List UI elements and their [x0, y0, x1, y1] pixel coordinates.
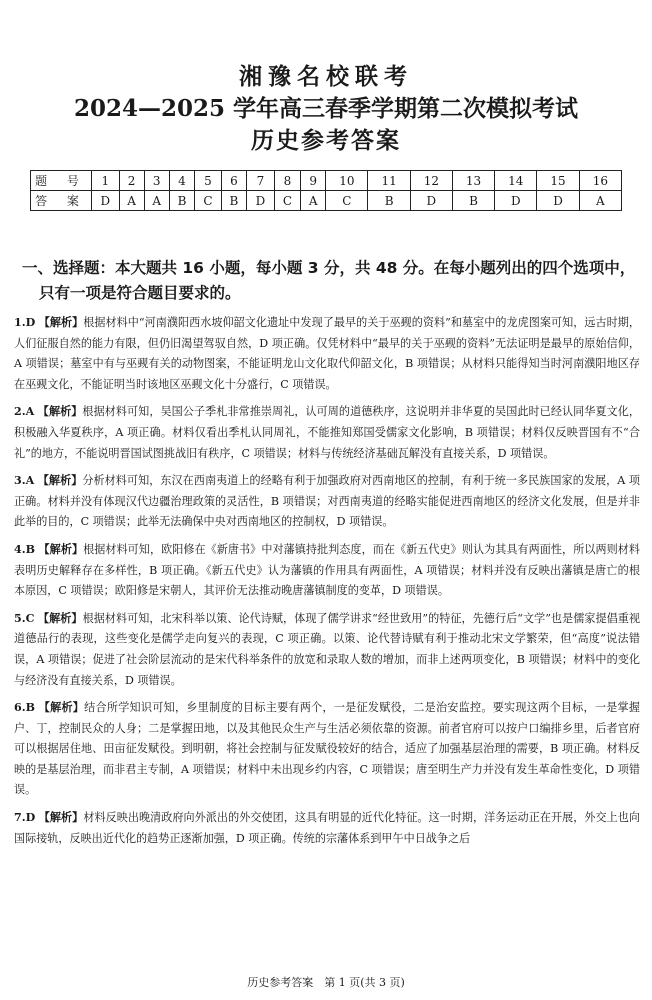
answer-row [31, 191, 622, 211]
explanation-item [14, 808, 640, 849]
question-answer-label: 2.A [14, 405, 35, 419]
analysis-tag: 【解析】 [38, 611, 83, 625]
question-number-cell: 4 [169, 171, 195, 191]
answer-cell: B [452, 191, 494, 211]
answer-cell: D [92, 191, 120, 211]
answer-cell: D [495, 191, 537, 211]
question-number-cell: 16 [579, 171, 621, 191]
answer-cell: A [144, 191, 169, 211]
question-number-cell: 6 [221, 171, 247, 191]
explanation-text: 结合所学知识可知，乡里制度的目标主要有两个，一是征发赋役，二是治安监控。要实现这两个目标，一是掌握户、丁，控制民众的人身；二是掌握田地，以及其他民众生产与生活必须依靠的资源。前者官府可以按户口编排乡里，后者官府可以根据居住地、田亩征发赋役。到明朝，将社会控制与征发赋役较好的结合，适应了加强基层治理的需要，B 项正确。材料反映的是基层治理，而非君主专制，A 项错误；材料中未出现乡约内容，C 项错误；唐至明生产力并没有发生革命性变化，D 项错误。 [14, 701, 640, 797]
explanation-item [14, 609, 640, 691]
analysis-tag: 【解析】 [37, 405, 83, 419]
explanation-item [14, 471, 640, 533]
answer-cell: A [579, 191, 621, 211]
explanation-text: 根据材料可知，欧阳修在《新唐书》中对藩镇持批判态度，而在《新五代史》则认为其具有两面性，所以两则材料表明历史解释存在多样性，B 项正确。《新五代史》认为藩镇的作用具有两面性，A 项错误；材料并没有反映出藩镇是唐亡的根本原因，C 项错误；欧阳修是宋朝人，其评价无法推动晚唐藩镇制度的变革，D 项错误。 [14, 542, 640, 598]
analysis-tag: 【解析】 [38, 542, 84, 556]
explanation-text: 材料反映出晚清政府向外派出的外交使团，这具有明显的近代化特征。这一时期，洋务运动正在开展，外交上也向国际接轨，反映出近代化的趋势正逐渐加强，D 项正确。传统的宗藩体系到甲午中日战争之后 [14, 811, 640, 845]
question-answer-label: 6.B [14, 701, 35, 715]
explanation-list [14, 313, 640, 856]
analysis-tag: 【解析】 [38, 316, 84, 329]
question-number-cell: 7 [247, 171, 275, 191]
question-number-cell: 10 [326, 171, 368, 191]
answer-cell: D [247, 191, 275, 211]
explanation-text: 分析材料可知，东汉在西南夷道上的经略有利于加强政府对西南地区的控制，有利于统一多民族国家的发展，A 项正确。材料并没有体现汉代边疆治理政策的灵活性，B 项错误；对西南夷道的经略实能促进西南地区的经济文化发展，但是并非此举的目的，C 项错误；此举无法确保中央对西南地区的控制权，D 项错误。 [14, 474, 640, 529]
exam-name-title: 2024—2025 学年高三春季学期第二次模拟考试 [73, 95, 579, 122]
question-number-cell: 13 [452, 171, 494, 191]
question-number-header: 题 号 [31, 171, 92, 191]
analysis-tag: 【解析】 [37, 474, 83, 488]
question-number-row [31, 171, 622, 191]
answer-cell: B [368, 191, 410, 211]
section-heading-line1: 一、选择题：本大题共 16 小题，每小题 3 分，共 48 分。在每小题列出的四个选项中， [22, 259, 636, 277]
answer-cell: D [537, 191, 579, 211]
question-number-cell: 3 [144, 171, 169, 191]
explanation-text: 根据材料可知，北宋科举以策、论代诗赋，体现了儒学讲求“经世致用”的特征，先德行后“文学”也是儒家提倡重视道德品行的表现，这些变化是儒学走向复兴的表现，C 项正确。以策、论代替诗赋有利于推动北宋文学繁荣，但“高度”说法错误，A 项错误；促进了社会阶层流动的是宋代科举条件的放宽和录取人数的增加，而非上述两项变化，B 项错误；材料中的变化与经济没有直接关系，D 项错误。 [14, 611, 640, 687]
question-number-cell: 12 [410, 171, 452, 191]
answer-cell: D [410, 191, 452, 211]
answer-cell: C [195, 191, 221, 211]
answer-key-title: 历史参考答案 [251, 127, 401, 154]
question-answer-label: 1.D [14, 316, 36, 329]
answer-cell: C [274, 191, 300, 211]
explanation-item [14, 313, 640, 395]
answer-cell: B [221, 191, 247, 211]
explanation-item [14, 698, 640, 801]
answer-table [30, 170, 622, 211]
answer-header: 答 案 [31, 191, 92, 211]
question-number-cell: 5 [195, 171, 221, 191]
question-number-cell: 2 [119, 171, 144, 191]
answer-cell: A [301, 191, 326, 211]
analysis-tag: 【解析】 [38, 701, 85, 715]
explanation-item [14, 540, 640, 602]
question-answer-label: 3.A [14, 474, 35, 488]
question-number-cell: 9 [301, 171, 326, 191]
explanation-text: 根据材料可知，吴国公子季札非常推崇周礼，认可周的道德秩序，这说明并非华夏的吴国此时已经认同华夏文化，积极融入华夏秩序，A 项正确。材料仅看出季札认同周礼，不能推知郑国受儒家文化影响，B 项错误；材料仅反映晋国有不“合礼”的地方，不能说明晋国试图挑战旧有秩序，C 项错误；材料与传统经济基础瓦解没有直接关系，D 项错误。 [14, 405, 640, 460]
answer-cell: A [119, 191, 144, 211]
page-footer: 历史参考答案 第 1 页(共 3 页) [247, 976, 405, 989]
answer-cell: C [326, 191, 368, 211]
section-heading-line2: 只有一项是符合题目要求的。 [39, 284, 241, 302]
question-number-cell: 1 [92, 171, 120, 191]
question-answer-label: 4.B [14, 542, 35, 556]
section-heading [22, 256, 642, 306]
question-number-cell: 8 [274, 171, 300, 191]
explanation-item [14, 402, 640, 464]
analysis-tag: 【解析】 [38, 811, 84, 825]
question-answer-label: 5.C [14, 611, 35, 625]
question-number-cell: 11 [368, 171, 410, 191]
question-number-cell: 14 [495, 171, 537, 191]
answer-cell: B [169, 191, 195, 211]
explanation-text: 根据材料中“河南濮阳西水坡仰韶文化遗址中发现了最早的关于巫觋的资料”和墓室中的龙虎图案可知，远古时期，人们征服自然的能力有限，但仍旧渴望驾驭自然，D 项正确。仅凭材料中“最早的关于巫觋的资料”无法证明是最早的原始信仰，A 项错误；墓室中有与巫觋有关的动物图案，不能证明龙山文化取代仰韶文化，B 项错误；从材料只能得知当时河南濮阳地区存在巫觋文化，不能证明当时该地区巫觋文化十分盛行，C 项错误。 [14, 316, 640, 391]
exam-organizer-title: 湘豫名校联考 [239, 63, 413, 90]
document-header [0, 62, 652, 156]
question-number-cell: 15 [537, 171, 579, 191]
question-answer-label: 7.D [14, 811, 36, 825]
